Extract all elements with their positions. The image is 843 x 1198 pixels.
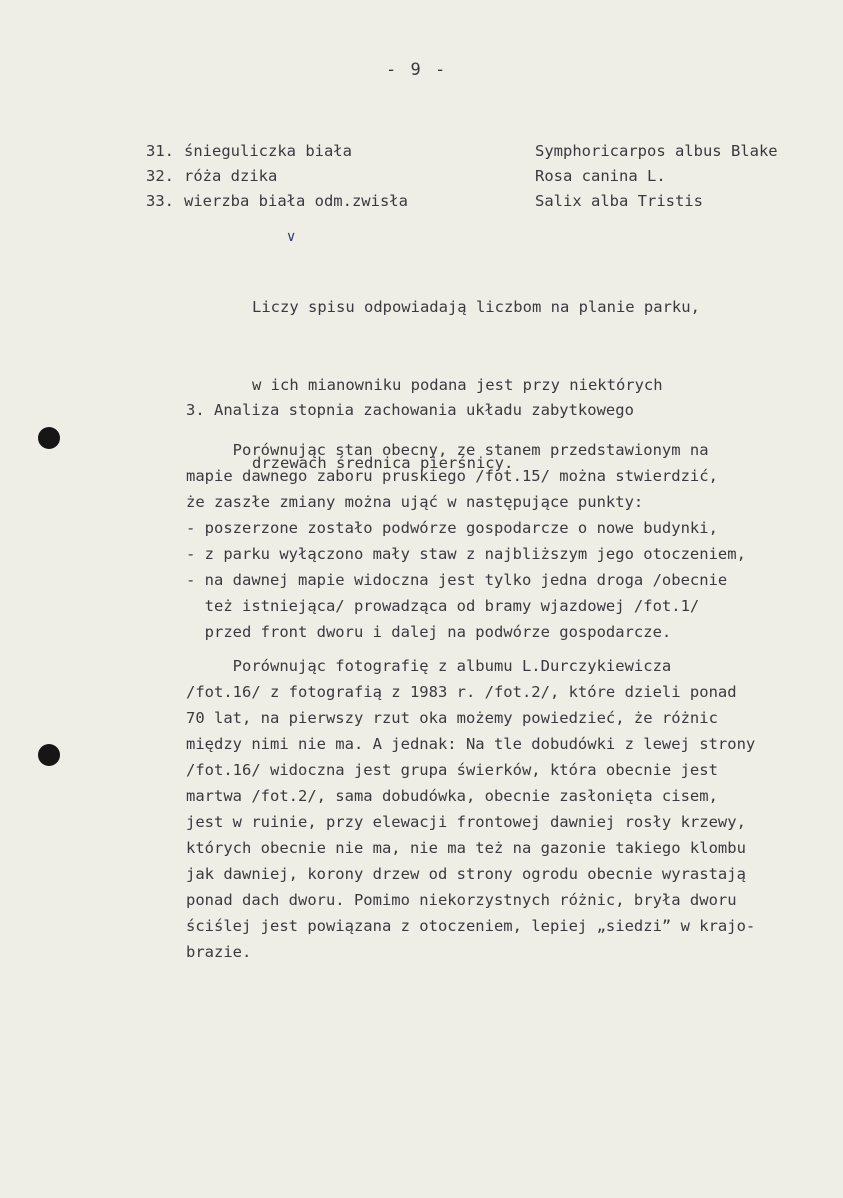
note-line: Liczy spisu odpowiadają liczbom na planie parku, — [252, 298, 700, 316]
list-item-continuation: przed front dworu i dalej na podwórze gospodarcze. — [186, 623, 672, 641]
species-latin-name: Rosa canina L. — [535, 167, 666, 185]
changes-list — [186, 515, 826, 645]
species-polish-name: śnieguliczka biała — [184, 142, 352, 160]
page-number: - 9 - — [386, 60, 448, 80]
note-line: w ich mianowniku podana jest przy niektórych — [252, 376, 663, 394]
note-line: drzewach średnica pierśnicy. — [252, 454, 514, 472]
text-line: Porównując fotografię z albumu L.Durczykiewicza — [186, 657, 672, 675]
species-latin-name: Symphoricarpos albus Blake — [535, 142, 778, 160]
text-line: /fot.16/ widoczna jest grupa świerków, która obecnie jest — [186, 761, 718, 779]
text-line: między nimi nie ma. A jednak: Na tle dobudówki z lewej strony — [186, 735, 756, 753]
section-analysis — [186, 397, 826, 965]
species-number: 32. — [146, 167, 174, 185]
list-item: - z parku wyłączono mały staw z najbliższym jego otoczeniem, — [186, 545, 746, 563]
text-line: 70 lat, na pierwszy rzut oka możemy powiedzieć, że różnic — [186, 709, 718, 727]
punch-hole-bottom — [38, 744, 60, 766]
species-number: 31. — [146, 142, 174, 160]
punch-hole-top — [38, 427, 60, 449]
species-row — [146, 139, 816, 164]
species-latin-name: Salix alba Tristis — [535, 192, 703, 210]
list-item-continuation: też istniejąca/ prowadząca od bramy wjazdowej /fot.1/ — [186, 597, 700, 615]
text-line: że zaszłe zmiany można ująć w następujące punkty: — [186, 493, 644, 511]
list-item: - na dawnej mapie widoczna jest tylko jedna droga /obecnie — [186, 571, 728, 589]
text-line: Porównując stan obecny, ze stanem przedstawionym na — [186, 441, 709, 459]
text-line: których obecnie nie ma, nie ma też na gazonie takiego klombu — [186, 839, 746, 857]
paragraph-comparison-map — [186, 437, 826, 515]
text-line: ponad dach dworu. Pomimo niekorzystnych różnic, bryła dworu — [186, 891, 737, 909]
text-line: martwa /fot.2/, sama dobudówka, obecnie zasłonięta cisem, — [186, 787, 718, 805]
paragraph-comparison-photo — [186, 653, 826, 965]
text-line: jest w ruinie, przy elewacji frontowej dawniej rosły krzewy, — [186, 813, 746, 831]
handwritten-correction-mark: ∨ — [286, 229, 297, 245]
text-line: mapie dawnego zaboru pruskiego /fot.15/ można stwierdzić, — [186, 467, 718, 485]
text-line: /fot.16/ z fotografią z 1983 r. /fot.2/, które dzieli ponad — [186, 683, 737, 701]
species-polish-name: róża dzika — [184, 167, 278, 185]
species-list — [146, 139, 816, 214]
list-item: - poszerzone zostało podwórze gospodarcze o nowe budynki, — [186, 519, 718, 537]
text-line: jak dawniej, korony drzew od strony ogrodu obecnie wyrastają — [186, 865, 746, 883]
species-number: 33. — [146, 192, 174, 210]
species-row — [146, 189, 816, 214]
species-row — [146, 164, 816, 189]
species-polish-name: wierzba biała odm.zwisła — [184, 192, 408, 210]
section-heading: 3. Analiza stopnia zachowania układu zabytkowego — [186, 401, 634, 419]
text-line: ściślej jest powiązana z otoczeniem, lepiej „siedzi” w krajo- — [186, 917, 756, 935]
text-line: brazie. — [186, 943, 252, 961]
